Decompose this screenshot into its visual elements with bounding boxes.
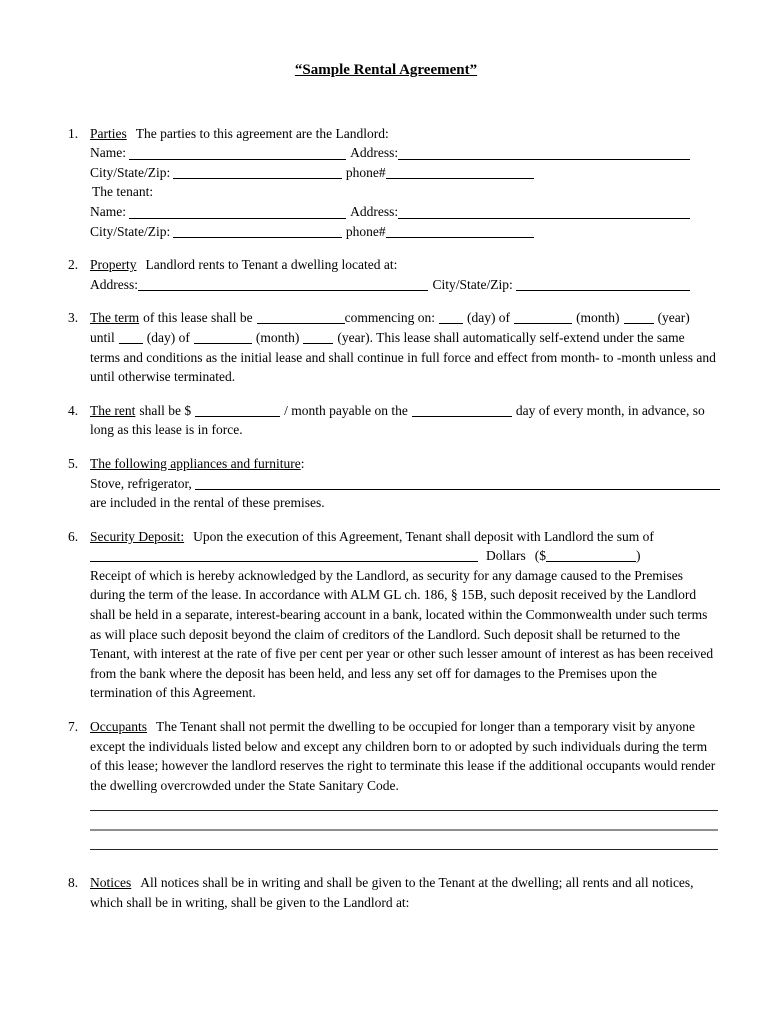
section-occupants <box>68 717 718 859</box>
term-line-1 <box>90 308 718 328</box>
deposit-intro-text: Upon the execution of this Agreement, Tenant shall deposit with Landlord the sum of <box>193 528 654 544</box>
section-property-intro-line <box>90 255 718 275</box>
tenant-name-row <box>90 202 690 222</box>
name-label: Name: <box>90 145 126 161</box>
term-text: until <box>90 329 115 345</box>
term-length-field[interactable] <box>257 311 345 324</box>
landlord-phone-field[interactable] <box>386 178 534 179</box>
rent-due-day-field[interactable] <box>412 404 512 417</box>
term-text: (month) <box>576 310 620 326</box>
occupant-line-1-field[interactable] <box>90 810 718 811</box>
occupants-write-in-lines <box>90 810 718 850</box>
start-month-field[interactable] <box>514 311 572 324</box>
section-number: 8. <box>68 875 79 891</box>
section-parties <box>68 124 718 242</box>
property-address-field[interactable] <box>138 290 428 291</box>
tenant-name-field[interactable] <box>129 218 346 219</box>
section-heading: Property <box>90 257 137 273</box>
section-number: 6. <box>68 528 79 544</box>
deposit-paragraph: Receipt of which is hereby acknowledged by the Landlord, as security for any damage caused to the Premises during the term of the lease. In accordance with ALM GL ch. 186, § 15B, such deposit received by the Landlord shall be held in a separate, interest-bearing account in a bank, located within the Commonwealth under such terms as will place such deposit beyond the claim of creditors of the Landlord. Such deposit shall be returned to the Tenant, with interest at the rate of five per cent per year or other such lesser amount of interest as has been received from the bank where the deposit has been held, and less any set off for damages to the Premises upon the termination of this Agreement. <box>90 567 714 701</box>
tenant-city-row <box>90 222 534 242</box>
property-city-state-zip-field[interactable] <box>516 290 690 291</box>
section-number: 4. <box>68 402 79 418</box>
landlord-name-field[interactable] <box>129 159 346 160</box>
section-heading: Occupants <box>90 719 147 735</box>
rent-paragraph <box>90 401 718 440</box>
start-day-field[interactable] <box>439 311 463 324</box>
dollars-label: Dollars <box>486 548 526 564</box>
section-number: 7. <box>68 719 79 735</box>
deposit-amount-words-field[interactable] <box>90 549 478 562</box>
section-heading: Notices <box>90 875 132 891</box>
phone-label: phone# <box>345 164 386 180</box>
section-heading: The term <box>90 310 140 326</box>
close-paren-text: ) <box>636 548 641 564</box>
start-year-field[interactable] <box>624 311 654 324</box>
section-property <box>68 255 718 294</box>
appliances-row <box>90 474 720 494</box>
address-label: Address: <box>350 145 399 161</box>
address-label: Address: <box>350 203 399 219</box>
deposit-intro-line <box>90 527 718 547</box>
tenant-label: The tenant: <box>92 184 154 200</box>
term-text: (day) of <box>466 310 511 326</box>
section-heading: The following appliances and furniture <box>90 455 301 471</box>
term-text: commencing on: <box>344 310 435 326</box>
property-intro-text: Landlord rents to Tenant a dwelling located at: <box>145 257 398 273</box>
section-rent <box>68 401 718 440</box>
city-state-zip-label: City/State/Zip: <box>90 223 171 239</box>
landlord-city-row <box>90 163 534 183</box>
section-heading: The rent <box>90 402 136 418</box>
occupants-body-text: The Tenant shall not permit the dwelling to be occupied for longer than a temporary visit by anyone except the individuals listed below and except any children born to or adopted by such individuals during the term of this lease; however the landlord reserves the right to terminate this lease if the additional occupants would render the dwelling overcrowded under the State Sanitary Code. <box>90 719 716 793</box>
term-text: (year). This lease shall automatically self-extend under the same <box>337 329 685 345</box>
section-number: 1. <box>68 125 79 141</box>
city-state-zip-label: City/State/Zip: <box>90 164 171 180</box>
additional-appliances-field[interactable] <box>195 489 720 490</box>
section-heading: Parties <box>90 125 127 141</box>
section-number: 5. <box>68 455 79 471</box>
occupant-line-2-field[interactable] <box>90 829 718 831</box>
term-line-2 <box>90 328 718 348</box>
section-appliances <box>68 454 718 513</box>
end-month-field[interactable] <box>194 331 252 344</box>
term-text: (day) of <box>146 329 190 345</box>
parties-intro-text: The parties to this agreement are the Landlord: <box>135 125 389 141</box>
rent-amount-field[interactable] <box>195 404 280 417</box>
term-text: (year) <box>657 310 690 326</box>
section-heading: Security Deposit: <box>90 528 185 544</box>
section-number: 3. <box>68 310 79 326</box>
deposit-amount-line <box>90 546 718 566</box>
section-term <box>68 308 718 386</box>
occupants-paragraph <box>90 717 718 795</box>
section-deposit <box>68 527 718 703</box>
phone-label: phone# <box>345 223 386 239</box>
property-address-row <box>90 275 690 295</box>
occupant-line-3-field[interactable] <box>90 849 718 850</box>
stove-refrigerator-label: Stove, refrigerator, <box>90 475 192 491</box>
term-text: of this lease shall be <box>143 310 253 326</box>
address-label: Address: <box>90 276 138 292</box>
appliances-colon: : <box>300 455 305 471</box>
tenant-phone-field[interactable] <box>386 237 534 238</box>
end-year-field[interactable] <box>303 331 333 344</box>
rent-text: day of every month, in advance, so long as this lease is in force. <box>90 402 705 438</box>
deposit-amount-numeric-field[interactable] <box>546 549 636 562</box>
appliances-tail-text: are included in the rental of these premises. <box>90 495 325 511</box>
section-number: 2. <box>68 257 79 273</box>
landlord-city-state-zip-field[interactable] <box>173 178 342 179</box>
section-parties-intro-line <box>90 124 718 144</box>
landlord-name-row <box>90 143 690 163</box>
document-title: “Sample Rental Agreement” <box>294 62 478 78</box>
section-notices <box>68 873 718 912</box>
rent-text: shall be $ <box>139 402 192 418</box>
notices-paragraph <box>90 873 718 912</box>
appliances-heading-line <box>90 454 720 474</box>
tenant-address-field[interactable] <box>398 218 690 219</box>
landlord-address-field[interactable] <box>398 159 690 160</box>
notices-body-text: All notices shall be in writing and shall be given to the Tenant at the dwelling; all rents and all notices, which shall be in writing, shall be given to the Landlord at: <box>90 875 694 910</box>
rent-text: / month payable on the <box>284 402 408 418</box>
name-label: Name: <box>90 203 126 219</box>
term-text: (month) <box>255 329 300 345</box>
term-paragraph: terms and conditions as the initial lease and shall continue in full force and effect from month- to -month unless and until otherwise terminated. <box>90 349 716 385</box>
open-paren-text: ($ <box>534 548 546 564</box>
city-state-zip-label: City/State/Zip: <box>432 276 513 292</box>
tenant-city-state-zip-field[interactable] <box>173 237 342 238</box>
end-day-field[interactable] <box>119 331 143 344</box>
